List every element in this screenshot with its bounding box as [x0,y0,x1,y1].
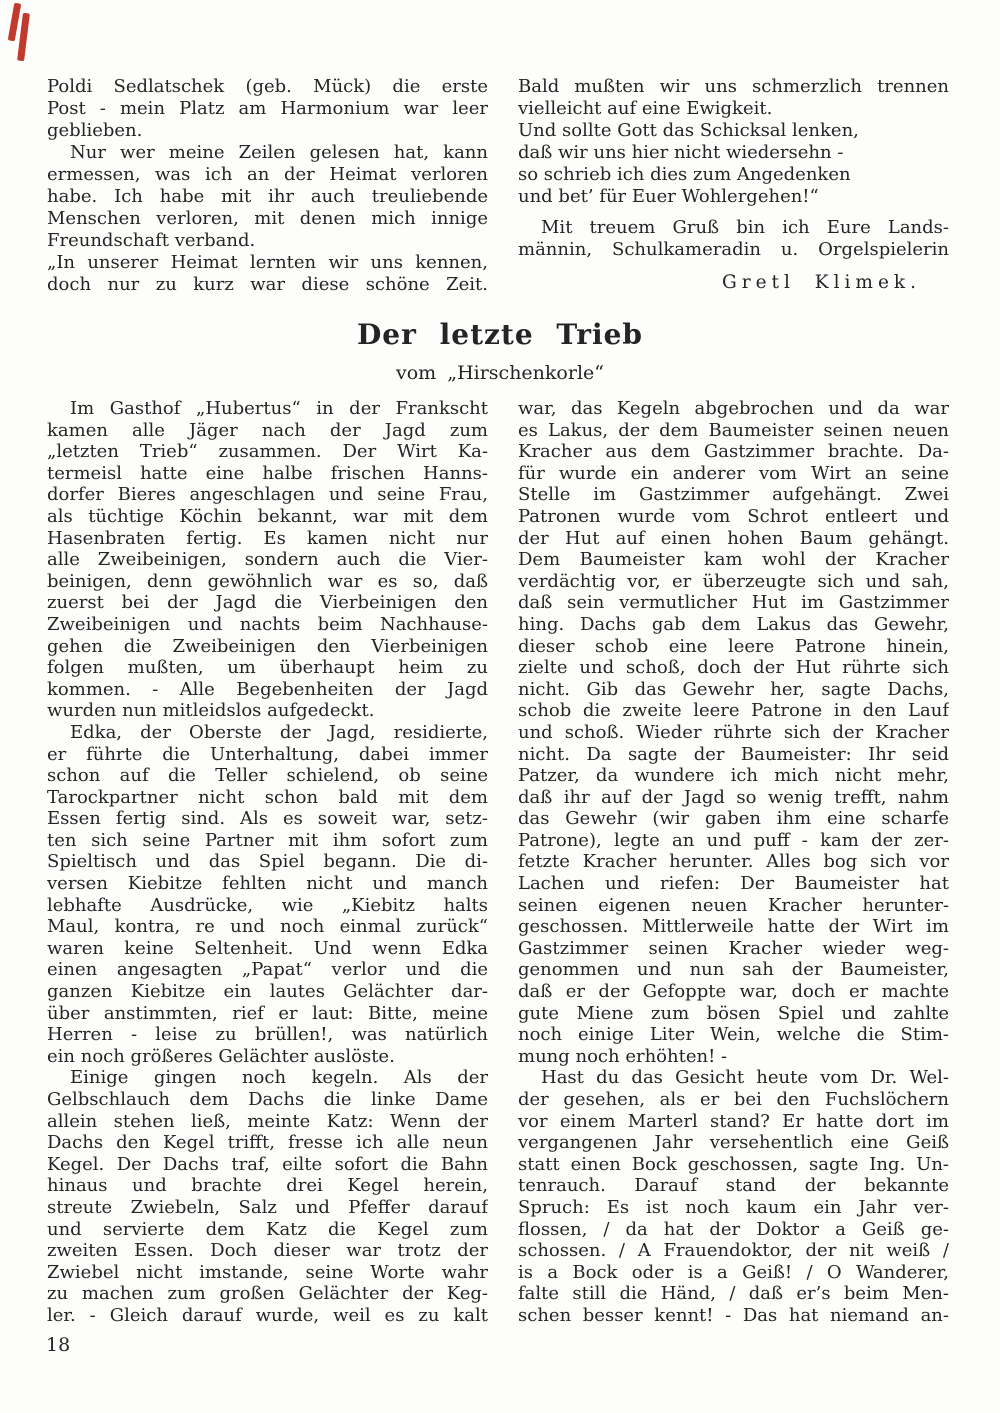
text-line: Freundschaft verband. [47,230,256,251]
text-line: Post - mein Platz am Harmonium war leer [47,98,488,119]
text-line: geblieben. [47,120,143,141]
text-line: zuerst bei der Jagd die Vierbeinigen den [47,592,488,614]
signature: Gretl Klimek. [721,272,921,293]
text-line: Dem Baumeister kam wohl der Kracher [518,549,949,571]
text-line: versen Kiebitze fehlten nicht und manch [47,873,488,895]
text-line: dorfer Bieres angeschlagen und seine Frau, [47,484,488,506]
text-line: zielte und schoß, doch der Hut rührte sich [518,657,949,679]
text-line: fetzte Kracher herunter. Alles bog sich vor [518,851,949,873]
text-line: Im Gasthof „Hubertus“ in der Frankscht [70,398,488,419]
text-line: hing. Dachs gab dem Lakus das Gewehr, [518,613,949,635]
text-line: vor einem Marterl stand? Er hatte dort im [518,1110,949,1132]
text-line: Patzer, da wundere ich mich nicht mehr, [518,765,949,787]
text-line: Nur wer meine Zeilen gelesen hat, kann [70,142,488,163]
text-line: wurden nun mitleidslos aufgedeckt. [47,700,375,722]
text-line: schen besser kennt! - Das hat niemand an- [518,1304,949,1326]
text-line: verdächtig vor, er überzeugte sich und sah, [518,570,949,592]
text-line: noch einige Liter Wein, welche die Stim- [518,1024,949,1046]
text-line: Lachen und riefen: Der Baumeister hat [518,873,949,895]
text-line: doch nur zu kurz war diese schöne Zeit. [47,274,488,295]
text-line: Spieltisch und das Spiel begann. Die di- [47,851,488,873]
text-line: ermessen, was ich an der Heimat verloren [47,164,488,185]
text-line: Dachs den Kegel trifft, fresse ich alle neun [47,1132,488,1154]
text-line: Gastzimmer seinen Kracher wieder weg- [518,937,949,959]
text-line: Stelle im Gastzimmer aufgehängt. Zwei [518,484,949,506]
text-line: beinigen, denn gewöhnlich war es so, daß [47,570,488,592]
text-line: streute Zwiebeln, Salz und Pfeffer darauf [47,1196,488,1218]
article-right-column [518,398,949,1327]
text-line: Menschen verloren, mit denen mich innige [47,208,488,229]
text-line: Mit treuem Gruß bin ich Eure Lands- [541,217,949,238]
text-line: daß ihr auf der Jagd so wenig trefft, nahm [518,786,949,808]
red-pen-marks [0,0,40,70]
text-line: flossen, / da hat der Doktor a Geiß ge- [518,1218,949,1240]
text-line: schossen. / A Frauendoktor, der nit weiß / [518,1240,949,1262]
text-line: Tarockpartner nicht schon bald mit dem [47,786,488,808]
text-line: daß sein vermutlicher Hut im Gastzimmer [518,592,949,614]
page-number: 18 [46,1334,71,1356]
text-line: war, das Kegeln abgebrochen und da war [518,398,949,419]
text-line: Essen fertig sind. Als es soweit war, setz- [47,808,488,830]
text-line: kamen alle Jäger nach der Jagd zum [47,419,488,441]
text-line: zweiten Essen. Doch dieser war trotz der [47,1240,488,1262]
text-line: statt einen Bock geschossen, sagte Ing. Un- [518,1153,949,1175]
text-line: daß wir uns hier nicht wiedersehn - [518,142,844,163]
text-line: tenrauch. Darauf stand der bekannte [518,1175,949,1197]
top-left-text-block [47,76,488,296]
text-line: Einige gingen noch kegeln. Als der [70,1067,488,1089]
top-right-text-block [518,76,949,295]
text-line: seinen eigenen neuen Kracher herunter- [518,894,949,916]
text-line: für wurde ein anderer vom Wirt an seine [518,462,949,484]
article-left-column [47,398,488,1327]
text-line: Zweibeinigen und nachts beim Nachhause- [47,613,488,635]
text-line: waren keine Seltenheit. Und wenn Edka [47,937,488,959]
text-line: is a Bock oder is a Geiß! / O Wanderer, [518,1261,949,1283]
text-line: Poldi Sedlatschek (geb. Mück) die erste [47,76,488,97]
text-line: alle Zweibeinigen, sondern auch die Vier- [47,549,488,571]
text-line: zu machen zum großen Gelächter der Keg- [47,1283,488,1305]
text-line: Hasenbraten fertig. Es kamen nicht nur [47,527,488,549]
text-line: hinaus und brachte drei Kegel herein, [47,1175,488,1197]
text-line: der gesehen, als er bei den Fuchslöchern [518,1089,949,1110]
text-line: es Lakus, der dem Baumeister seinen neuen [518,419,949,441]
text-line: nicht. Gib das Gewehr her, sagte Dachs, [518,678,949,700]
text-line: Bald mußten wir uns schmerzlich trennen [518,76,949,97]
red-pen-stroke [17,13,30,61]
text-line: Maul, kontra, re und noch einmal zurück“ [47,916,488,938]
text-line: allein stehen ließ, meinte Katz: Wenn der [47,1110,488,1132]
text-line: er führte die Unterhaltung, dabei immer [47,743,488,765]
text-line: Patrone), legte an und puff - kam der zer- [518,829,949,851]
text-line: daß er der Gefoppte war, doch er machte [518,981,949,1003]
text-line: ten sich seine Partner mit ihm sofort zum [47,829,488,851]
text-line: als tüchtige Köchin bekannt, war mit dem [47,505,488,527]
text-line: geschossen. Mittlerweile hatte der Wirt im [518,916,949,938]
text-line: über anstimmten, rief er laut: Bitte, meine [47,1002,488,1024]
text-line: gute Miene zum bösen Spiel und zahlte [518,1002,949,1024]
text-line: mung noch erhöhten! - [518,1045,728,1067]
farewell-poem [518,76,949,261]
text-line: ein noch größeres Gelächter auslöste. [47,1045,395,1067]
text-line: Edka, der Oberste der Jagd, residierte, [70,721,488,743]
text-line: Hast du das Gesicht heute vom Dr. Wel- [541,1067,949,1089]
text-line: lebhafte Ausdrücke, wie „Kiebitz halts [47,894,488,916]
text-line: ler. - Gleich darauf wurde, weil es zu kalt [47,1304,488,1326]
text-line: Spruch: Es ist noch kaum ein Jahr ver- [518,1196,949,1218]
text-line: schob die zweite leere Patrone in den Lauf [518,700,949,722]
text-line: und servierte dem Katz die Kegel zum [47,1218,488,1240]
text-line: vielleicht auf eine Ewigkeit. [518,98,773,119]
text-line: termeisl hatte eine halbe frischen Hanns- [47,462,488,484]
text-line: folgen mußten, um überhaupt heim zu [47,657,488,679]
text-line: ganzen Kiebitze ein lautes Gelächter dar- [47,981,488,1003]
text-line: so schrieb ich dies zum Angedenken [518,164,851,185]
text-line: genommen und nun sah der Baumeister, [518,959,949,981]
text-line: Gelbschlauch dem Dachs die linke Dame [47,1089,488,1110]
text-line: und schoß. Wieder rührte sich der Kracher [518,721,949,743]
text-line: schon auf die Teller schielend, ob seine [47,765,488,787]
text-line: Patronen wurde vom Schrot entleert und [518,505,949,527]
text-line: habe. Ich habe mit ihr auch treuliebende [47,186,488,207]
text-line: Kegel. Der Dachs traf, eilte sofort die Bahn [47,1153,488,1175]
text-line: „In unserer Heimat lernten wir uns kennen, [47,252,488,273]
text-line: männin, Schulkameradin u. Orgelspielerin [518,239,949,260]
text-line: vergangenen Jahr versehentlich eine Geiß [518,1132,949,1154]
text-line: Zwiebel nicht imstande, seine Worte wahr [47,1261,488,1283]
text-line: nicht. Da sagte der Baumeister: Ihr seid [518,743,949,765]
text-line: das Gewehr (wir gaben ihm eine scharfe [518,808,949,830]
text-line: gehen die Zweibeinigen den Vierbeinigen [47,635,488,657]
text-line: einen angesagten „Papat“ verlor und die [47,959,488,981]
text-line: falte still die Händ, / daß er’s beim Men- [518,1283,949,1305]
text-line: dieser schob eine leere Patrone hinein, [518,635,949,657]
text-line: kommen. - Alle Begebenheiten der Jagd [47,678,488,700]
article-title: Der letzte Trieb [357,318,643,351]
text-line: Und sollte Gott das Schicksal lenken, [518,120,859,141]
article-subtitle: vom „Hirschenkorle“ [396,362,604,384]
text-line: „letzten Trieb“ zusammen. Der Wirt Ka- [47,441,488,463]
text-line: Kracher aus dem Gastzimmer brachte. Da- [518,441,949,463]
text-line: und bet’ für Euer Wohlergehen!“ [518,186,819,207]
text-line: Herren - leise zu brüllen!, was natürlich [47,1024,488,1046]
text-line: der Hut auf einen hohen Baum gehängt. [518,527,949,549]
